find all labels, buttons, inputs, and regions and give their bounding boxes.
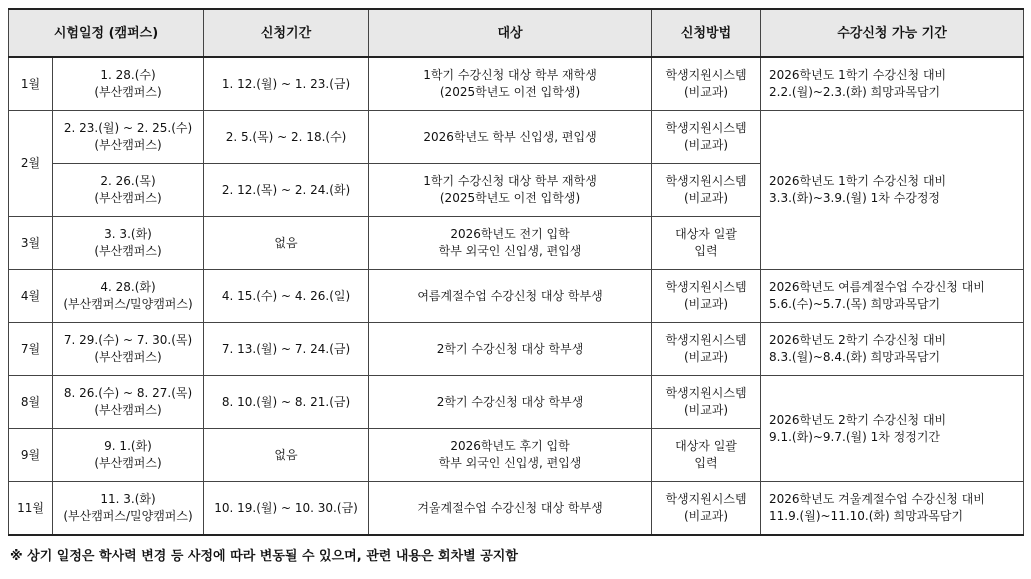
table-row bbox=[9, 57, 1024, 111]
apply-method-cell: 학생지원시스템 (비교과) bbox=[652, 482, 761, 536]
target-cell: 2026학년도 학부 신입생, 편입생 bbox=[369, 111, 652, 164]
apply-period-cell: 2. 12.(목) ~ 2. 24.(화) bbox=[204, 164, 369, 217]
apply-period-cell: 4. 15.(수) ~ 4. 26.(일) bbox=[204, 270, 369, 323]
exam-date-cell: 3. 3.(화) (부산캠퍼스) bbox=[53, 217, 204, 270]
month-cell: 8월 bbox=[9, 376, 53, 429]
target-cell: 2학기 수강신청 대상 학부생 bbox=[369, 376, 652, 429]
exam-date-cell: 2. 23.(월) ~ 2. 25.(수) (부산캠퍼스) bbox=[53, 111, 204, 164]
apply-period-cell: 8. 10.(월) ~ 8. 21.(금) bbox=[204, 376, 369, 429]
exam-schedule-table bbox=[8, 8, 1024, 536]
table-row bbox=[9, 376, 1024, 429]
table-row bbox=[9, 270, 1024, 323]
exam-date-cell: 7. 29.(수) ~ 7. 30.(목) (부산캠퍼스) bbox=[53, 323, 204, 376]
apply-method-cell: 학생지원시스템 (비교과) bbox=[652, 270, 761, 323]
target-cell: 겨울계절수업 수강신청 대상 학부생 bbox=[369, 482, 652, 536]
apply-method-cell: 대상자 일괄 입력 bbox=[652, 429, 761, 482]
exam-date-cell: 9. 1.(화) (부산캠퍼스) bbox=[53, 429, 204, 482]
apply-method-cell: 학생지원시스템 (비교과) bbox=[652, 57, 761, 111]
registration-cell: 2026학년도 1학기 수강신청 대비 3.3.(화)~3.9.(월) 1차 수강정정 bbox=[761, 111, 1024, 270]
header-row bbox=[9, 9, 1024, 57]
target-cell: 2026학년도 후기 입학 학부 외국인 신입생, 편입생 bbox=[369, 429, 652, 482]
apply-period-cell: 없음 bbox=[204, 217, 369, 270]
apply-period-cell: 1. 12.(월) ~ 1. 23.(금) bbox=[204, 57, 369, 111]
apply-method-cell: 학생지원시스템 (비교과) bbox=[652, 111, 761, 164]
apply-method-cell: 학생지원시스템 (비교과) bbox=[652, 323, 761, 376]
registration-cell: 2026학년도 여름계절수업 수강신청 대비 5.6.(수)~5.7.(목) 희망과목담기 bbox=[761, 270, 1024, 323]
target-cell: 여름계절수업 수강신청 대상 학부생 bbox=[369, 270, 652, 323]
apply-period-cell: 없음 bbox=[204, 429, 369, 482]
apply-period-cell: 10. 19.(월) ~ 10. 30.(금) bbox=[204, 482, 369, 536]
target-cell: 2학기 수강신청 대상 학부생 bbox=[369, 323, 652, 376]
exam-date-cell: 8. 26.(수) ~ 8. 27.(목) (부산캠퍼스) bbox=[53, 376, 204, 429]
apply-period-cell: 2. 5.(목) ~ 2. 18.(수) bbox=[204, 111, 369, 164]
target-cell: 2026학년도 전기 입학 학부 외국인 신입생, 편입생 bbox=[369, 217, 652, 270]
month-cell: 7월 bbox=[9, 323, 53, 376]
header-target: 대상 bbox=[369, 9, 652, 57]
month-cell: 2월 bbox=[9, 111, 53, 217]
registration-cell: 2026학년도 2학기 수강신청 대비 8.3.(월)~8.4.(화) 희망과목담기 bbox=[761, 323, 1024, 376]
header-exam-schedule: 시험일정 (캠퍼스) bbox=[9, 9, 204, 57]
header-apply-period: 신청기간 bbox=[204, 9, 369, 57]
table-row bbox=[9, 323, 1024, 376]
month-cell: 4월 bbox=[9, 270, 53, 323]
registration-cell: 2026학년도 1학기 수강신청 대비 2.2.(월)~2.3.(화) 희망과목담기 bbox=[761, 57, 1024, 111]
apply-method-cell: 학생지원시스템 (비교과) bbox=[652, 376, 761, 429]
footnote: ※ 상기 일정은 학사력 변경 등 사정에 따라 변동될 수 있으며, 관련 내용은 회차별 공지함 bbox=[10, 549, 518, 564]
registration-cell: 2026학년도 2학기 수강신청 대비 9.1.(화)~9.7.(월) 1차 정정기간 bbox=[761, 376, 1024, 482]
month-cell: 1월 bbox=[9, 57, 53, 111]
apply-method-cell: 대상자 일괄 입력 bbox=[652, 217, 761, 270]
exam-date-cell: 4. 28.(화) (부산캠퍼스/밀양캠퍼스) bbox=[53, 270, 204, 323]
target-cell: 1학기 수강신청 대상 학부 재학생 (2025학년도 이전 입학생) bbox=[369, 57, 652, 111]
apply-period-cell: 7. 13.(월) ~ 7. 24.(금) bbox=[204, 323, 369, 376]
target-cell: 1학기 수강신청 대상 학부 재학생 (2025학년도 이전 입학생) bbox=[369, 164, 652, 217]
table-row bbox=[9, 111, 1024, 164]
month-cell: 11월 bbox=[9, 482, 53, 536]
apply-method-cell: 학생지원시스템 (비교과) bbox=[652, 164, 761, 217]
header-registration-period: 수강신청 가능 기간 bbox=[761, 9, 1024, 57]
table-row bbox=[9, 482, 1024, 536]
registration-cell: 2026학년도 겨울계절수업 수강신청 대비 11.9.(월)~11.10.(화) 희망과목담기 bbox=[761, 482, 1024, 536]
exam-date-cell: 2. 26.(목) (부산캠퍼스) bbox=[53, 164, 204, 217]
exam-date-cell: 1. 28.(수) (부산캠퍼스) bbox=[53, 57, 204, 111]
exam-date-cell: 11. 3.(화) (부산캠퍼스/밀양캠퍼스) bbox=[53, 482, 204, 536]
month-cell: 3월 bbox=[9, 217, 53, 270]
header-apply-method: 신청방법 bbox=[652, 9, 761, 57]
month-cell: 9월 bbox=[9, 429, 53, 482]
